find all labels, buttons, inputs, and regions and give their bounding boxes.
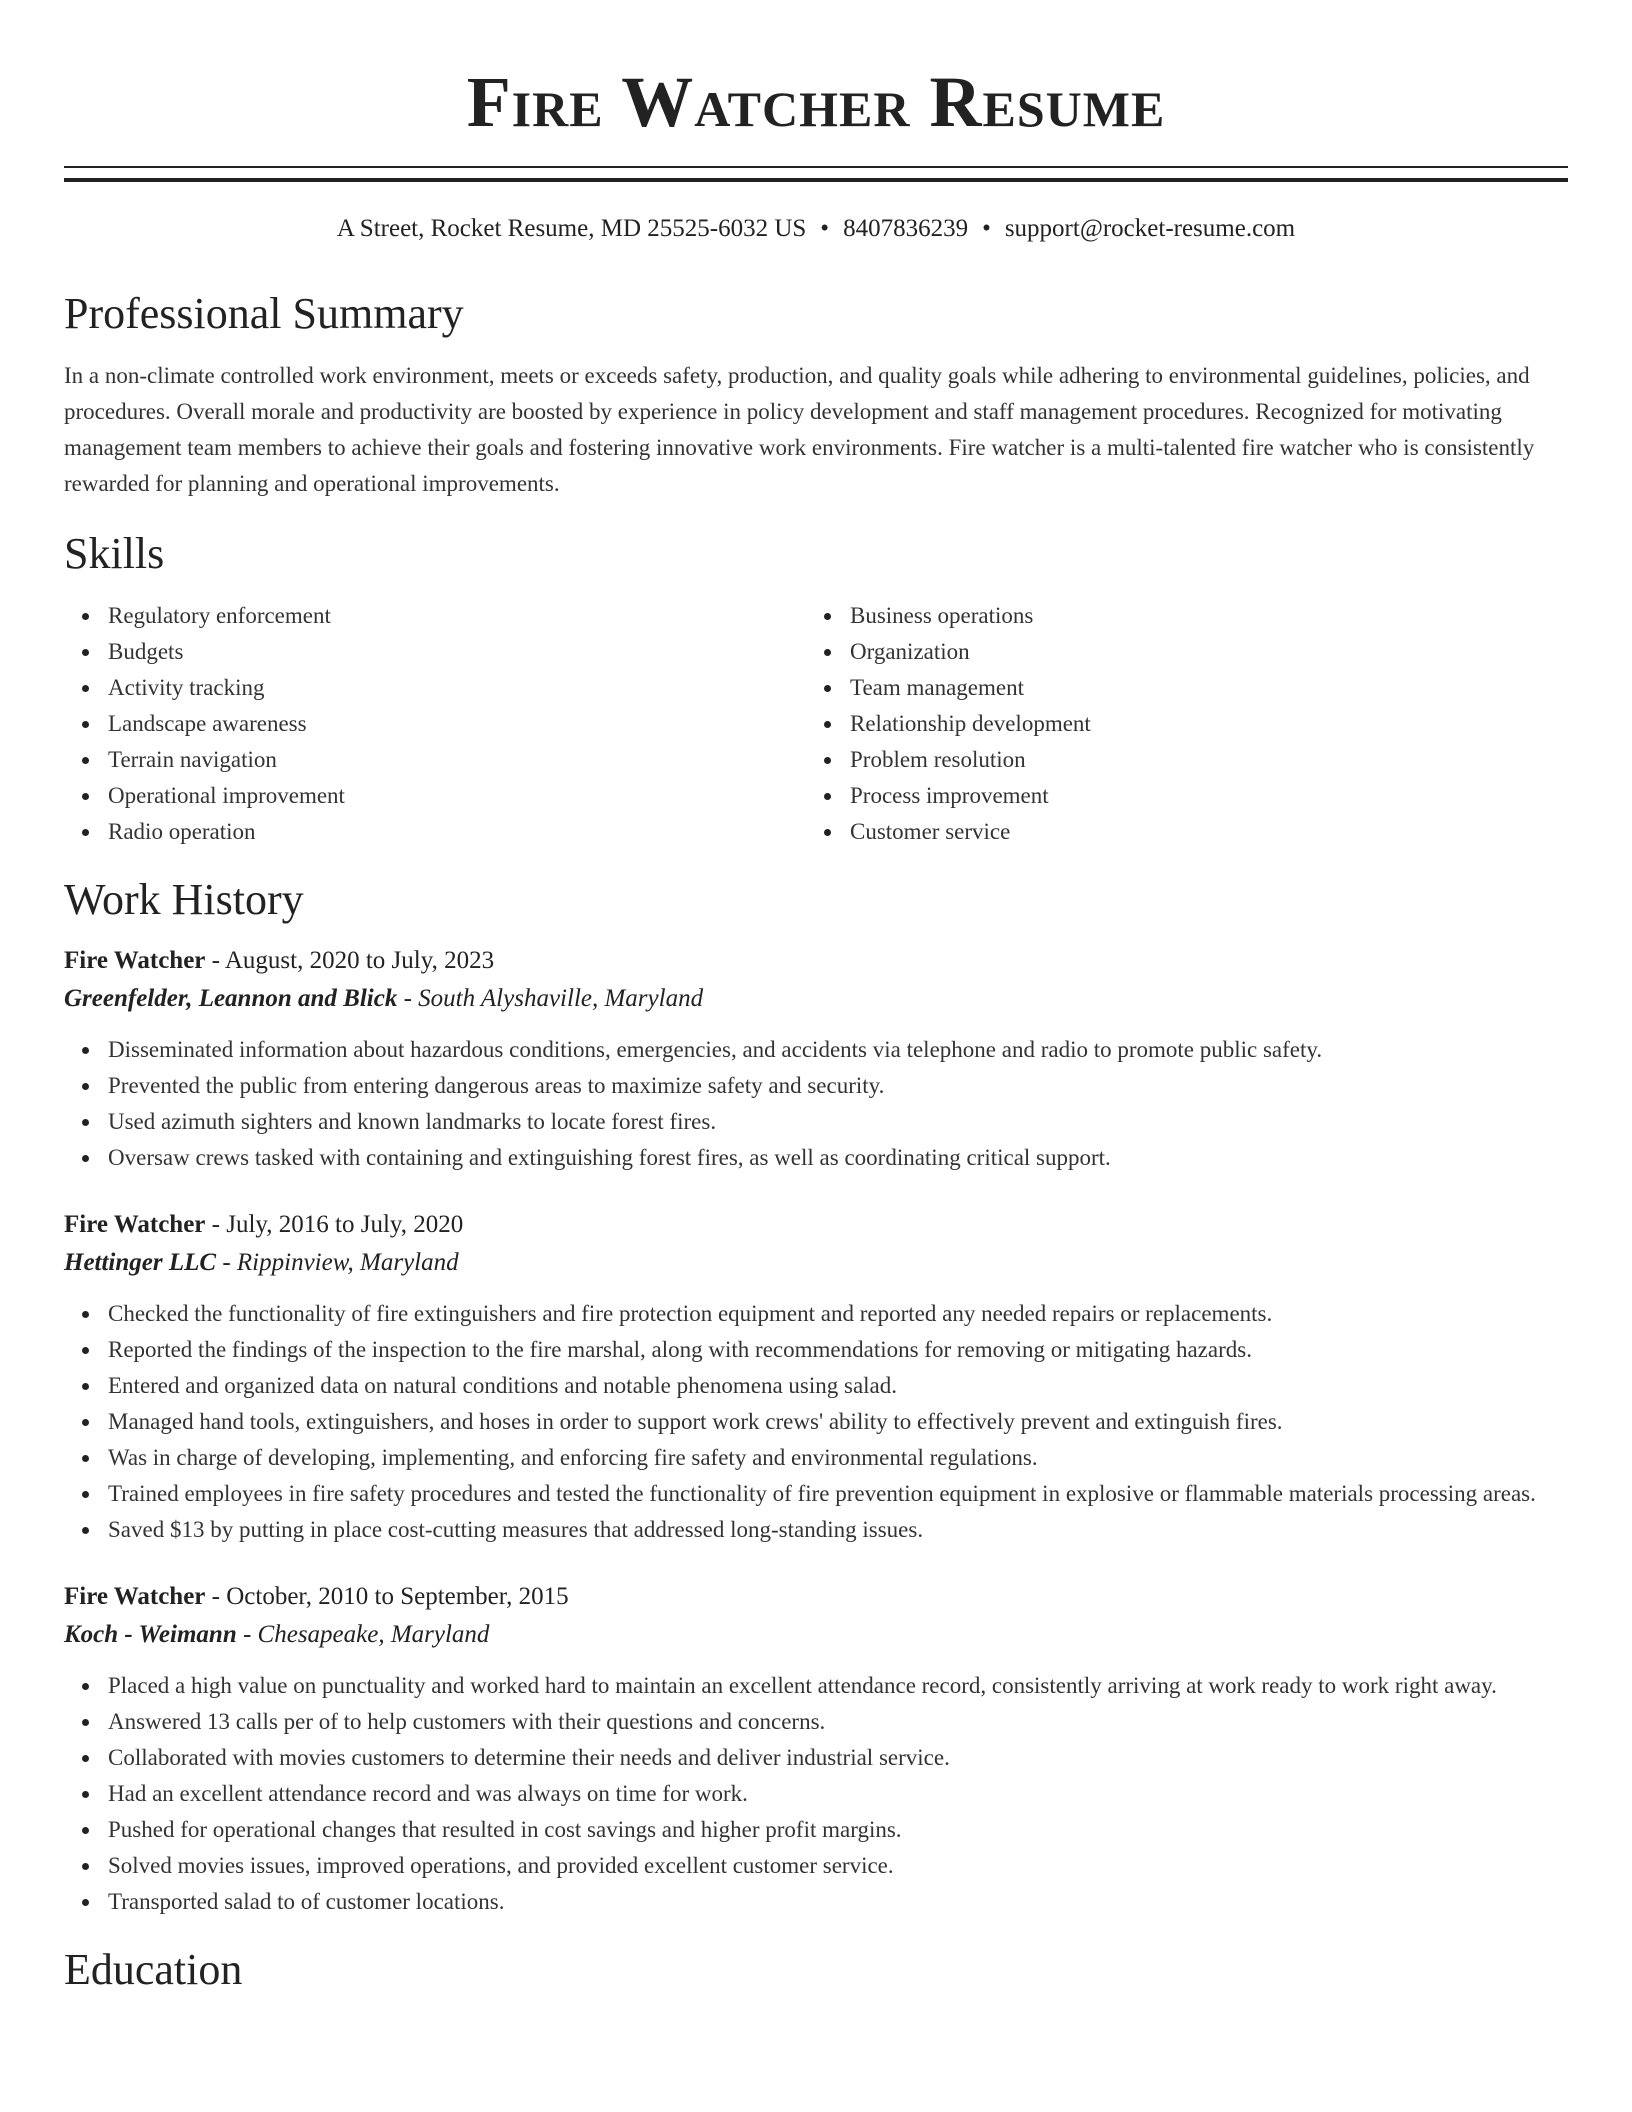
job-duty-item: Entered and organized data on natural conditions and notable phenomena using salad. bbox=[108, 1368, 1568, 1404]
skill-item: Regulatory enforcement bbox=[108, 598, 806, 634]
skill-item: Relationship development bbox=[850, 706, 1548, 742]
contact-separator: • bbox=[982, 215, 991, 242]
job-title-line bbox=[64, 1206, 1568, 1244]
work-history-heading: Work History bbox=[64, 875, 304, 924]
job-entry bbox=[64, 942, 1568, 1176]
job-duty-item: Managed hand tools, extinguishers, and hoses in order to support work crews' ability to effectively prevent and extinguish fires. bbox=[108, 1404, 1568, 1440]
job-duty-item: Trained employees in fire safety procedures and tested the functionality of fire prevention equipment in explosive or flammable materials processing areas. bbox=[108, 1476, 1568, 1512]
skills-column-right bbox=[806, 598, 1548, 850]
job-company-line bbox=[64, 1616, 1568, 1654]
job-duty-item: Disseminated information about hazardous conditions, emergencies, and accidents via telephone and radio to promote public safety. bbox=[108, 1032, 1568, 1068]
job-duty-item: Answered 13 calls per of to help customers with their questions and concerns. bbox=[108, 1704, 1568, 1740]
job-duty-item: Was in charge of developing, implementing, and enforcing fire safety and environmental regulations. bbox=[108, 1440, 1568, 1476]
job-company: Greenfelder, Leannon and Blick bbox=[64, 985, 398, 1012]
job-dates: - October, 2010 to September, 2015 bbox=[205, 1583, 569, 1610]
job-title-line bbox=[64, 1578, 1568, 1616]
job-company-line bbox=[64, 1244, 1568, 1282]
contact-phone: 8407836239 bbox=[843, 215, 969, 242]
skill-item: Landscape awareness bbox=[108, 706, 806, 742]
summary-heading: Professional Summary bbox=[64, 289, 464, 338]
job-location: - Rippinview, Maryland bbox=[216, 1249, 459, 1276]
job-duties-list bbox=[64, 1296, 1568, 1548]
contact-address: A Street, Rocket Resume, MD 25525-6032 US bbox=[336, 215, 807, 242]
job-dates: - August, 2020 to July, 2023 bbox=[205, 947, 495, 974]
job-company: Koch - Weimann bbox=[64, 1621, 237, 1648]
job-duty-item: Pushed for operational changes that resulted in cost savings and higher profit margins. bbox=[108, 1812, 1568, 1848]
skill-item: Operational improvement bbox=[108, 778, 806, 814]
job-duty-item: Had an excellent attendance record and was always on time for work. bbox=[108, 1776, 1568, 1812]
job-duty-item: Used azimuth sighters and known landmarks to locate forest fires. bbox=[108, 1104, 1568, 1140]
job-duties-list bbox=[64, 1668, 1568, 1920]
skill-item: Process improvement bbox=[850, 778, 1548, 814]
job-duty-item: Prevented the public from entering dangerous areas to maximize safety and security. bbox=[108, 1068, 1568, 1104]
job-duty-item: Checked the functionality of fire extinguishers and fire protection equipment and reported any needed repairs or replacements. bbox=[108, 1296, 1568, 1332]
job-duty-item: Saved $13 by putting in place cost-cutting measures that addressed long-standing issues. bbox=[108, 1512, 1568, 1548]
job-duties-list bbox=[64, 1032, 1568, 1176]
job-location: - South Alyshaville, Maryland bbox=[397, 985, 704, 1012]
contact-email: support@rocket-resume.com bbox=[1004, 215, 1296, 242]
work-history-list bbox=[64, 942, 1568, 1920]
job-entry bbox=[64, 1578, 1568, 1920]
job-title: Fire Watcher bbox=[64, 1211, 206, 1238]
skill-item: Customer service bbox=[850, 814, 1548, 850]
skill-item: Business operations bbox=[850, 598, 1548, 634]
job-duty-item: Collaborated with movies customers to determine their needs and deliver industrial service. bbox=[108, 1740, 1568, 1776]
job-entry bbox=[64, 1206, 1568, 1548]
education-heading: Education bbox=[64, 1945, 243, 1994]
skill-item: Budgets bbox=[108, 634, 806, 670]
skill-item: Activity tracking bbox=[108, 670, 806, 706]
skills-heading: Skills bbox=[64, 529, 165, 578]
skill-item: Organization bbox=[850, 634, 1548, 670]
contact-separator: • bbox=[820, 215, 830, 242]
job-duty-item: Reported the findings of the inspection to the fire marshal, along with recommendations for removing or mitigating hazards. bbox=[108, 1332, 1568, 1368]
job-title: Fire Watcher bbox=[64, 947, 206, 974]
job-duty-item: Placed a high value on punctuality and worked hard to maintain an excellent attendance record, consistently arriving at work ready to work right away. bbox=[108, 1668, 1568, 1704]
job-title: Fire Watcher bbox=[64, 1583, 206, 1610]
job-duty-item: Oversaw crews tasked with containing and extinguishing forest fires, as well as coordinating critical support. bbox=[108, 1140, 1568, 1176]
job-location: - Chesapeake, Maryland bbox=[236, 1621, 490, 1648]
skills-list bbox=[64, 598, 1568, 850]
skill-item: Team management bbox=[850, 670, 1548, 706]
summary-text: In a non-climate controlled work environment, meets or exceeds safety, production, and quality goals while adhering to environmental guidelines, policies, and procedures. Overall morale and productivity are boosted by experience in policy development and staff management procedures. Recognized for motivating management team members to achieve their goals and fostering innovative work environments. Fire watcher is a multi-talented fire watcher who is consistently rewarded for planning and operational improvements. bbox=[64, 363, 1535, 496]
skill-item: Terrain navigation bbox=[108, 742, 806, 778]
job-company: Hettinger LLC bbox=[64, 1249, 217, 1276]
skill-item: Problem resolution bbox=[850, 742, 1548, 778]
job-title-line bbox=[64, 942, 1568, 980]
job-duty-item: Solved movies issues, improved operations, and provided excellent customer service. bbox=[108, 1848, 1568, 1884]
job-dates: - July, 2016 to July, 2020 bbox=[205, 1211, 464, 1238]
resume-title: Fire Watcher Resume bbox=[466, 62, 1166, 142]
skill-item: Radio operation bbox=[108, 814, 806, 850]
contact-line bbox=[64, 212, 1568, 246]
title-divider bbox=[64, 166, 1568, 182]
skills-column-left bbox=[64, 598, 806, 850]
job-duty-item: Transported salad to of customer locations. bbox=[108, 1884, 1568, 1920]
job-company-line bbox=[64, 980, 1568, 1018]
